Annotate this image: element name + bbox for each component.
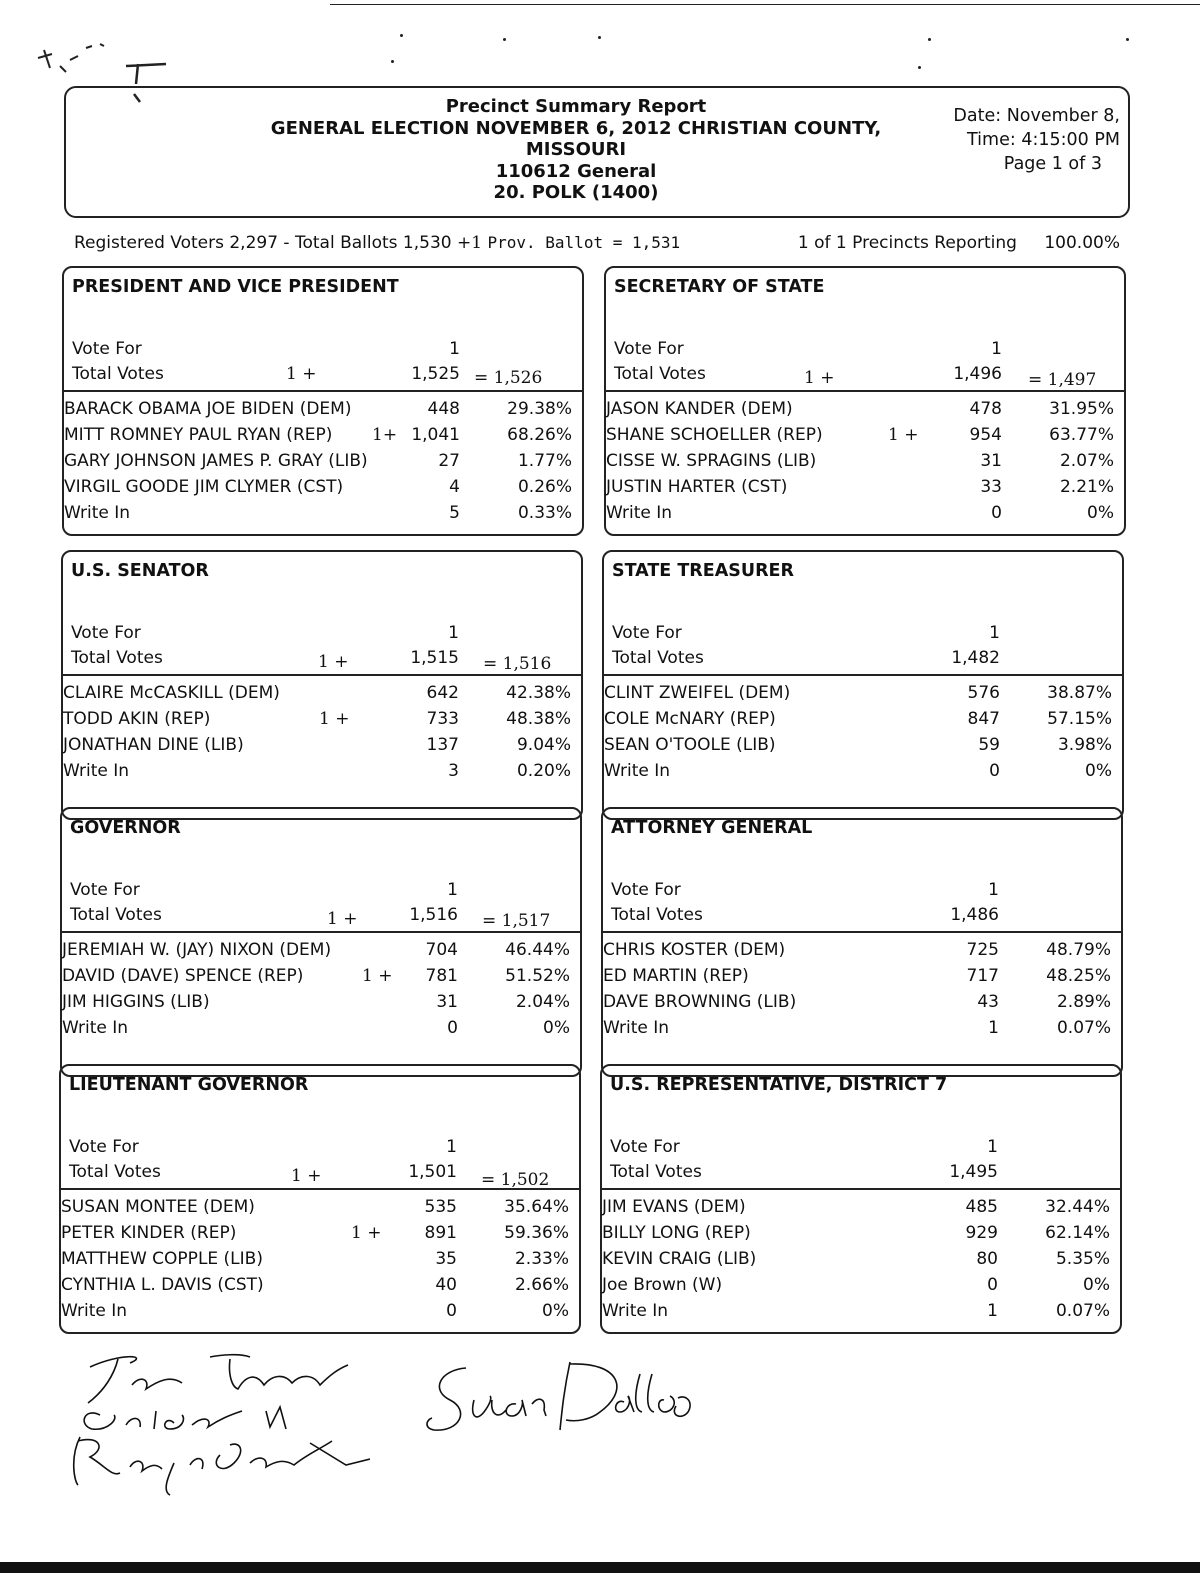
candidate-name: VIRGIL GOODE JIM CLYMER (CST) [64, 477, 344, 497]
candidate-list [64, 396, 582, 526]
candidate-votes: 576 [967, 683, 1000, 703]
total-votes-count: 1,486 [950, 905, 999, 925]
candidate-row [62, 989, 580, 1015]
candidate-name: MATTHEW COPPLE (LIB) [61, 1249, 263, 1269]
scan-bottom-edge [0, 1562, 1200, 1573]
header-divider [606, 390, 1124, 392]
candidate-votes: 43 [977, 992, 999, 1012]
candidate-votes: 725 [966, 940, 999, 960]
candidate-row [604, 758, 1122, 784]
race-title: SECRETARY OF STATE [614, 277, 825, 297]
handwritten-prov-note: +1 [457, 233, 483, 253]
candidate-percent: 0.26% [517, 477, 572, 497]
candidate-votes: 448 [427, 399, 460, 419]
candidate-name: KEVIN CRAIG (LIB) [602, 1249, 757, 1269]
candidate-row [61, 1298, 579, 1324]
precincts-reporting: 1 of 1 Precincts Reporting [797, 233, 1017, 253]
candidate-row [62, 937, 580, 963]
race-box [60, 807, 582, 1077]
candidate-row [63, 732, 581, 758]
candidate-percent: 38.87% [1047, 683, 1112, 703]
candidate-row [606, 474, 1124, 500]
candidate-name: GARY JOHNSON JAMES P. GRAY (LIB) [64, 451, 368, 471]
candidate-name: JEREMIAH W. (JAY) NIXON (DEM) [62, 940, 332, 960]
race-title: LIEUTENANT GOVERNOR [69, 1075, 309, 1095]
total-votes-label: Total Votes [69, 1162, 161, 1182]
candidate-list [603, 937, 1121, 1041]
candidate-name: Write In [606, 503, 673, 523]
vote-for-count: 1 [448, 623, 459, 643]
header-divider [64, 390, 582, 392]
scan-top-edge [330, 4, 1200, 5]
race-box [600, 1064, 1122, 1334]
race-title: STATE TREASURER [612, 561, 794, 581]
candidate-row [603, 963, 1121, 989]
candidate-row [63, 680, 581, 706]
candidate-percent: 2.89% [1056, 992, 1111, 1012]
race-box [601, 807, 1123, 1077]
candidate-row [602, 1272, 1120, 1298]
candidate-percent: 0.33% [517, 503, 572, 523]
total-votes-label: Total Votes [614, 364, 706, 384]
vote-for-label: Vote For [69, 1137, 139, 1157]
candidate-votes: 1 [988, 1018, 999, 1038]
candidate-percent: 2.66% [514, 1275, 569, 1295]
candidate-list [62, 937, 580, 1041]
candidate-votes: 31 [436, 992, 458, 1012]
candidate-row [63, 706, 581, 732]
candidate-name: CYNTHIA L. DAVIS (CST) [61, 1275, 264, 1295]
candidate-percent: 46.44% [505, 940, 570, 960]
report-header [64, 86, 1130, 218]
candidate-percent: 0.20% [516, 761, 571, 781]
candidate-votes: 1,041 [411, 425, 460, 445]
signature-susan [420, 1350, 710, 1440]
candidate-votes: 0 [447, 1018, 458, 1038]
total-votes-label: Total Votes [70, 905, 162, 925]
candidate-votes: 27 [438, 451, 460, 471]
candidate-name: SHANE SCHOELLER (REP) [606, 425, 823, 445]
candidate-percent: 2.07% [1059, 451, 1114, 471]
scan-speck [400, 34, 403, 37]
candidate-name: TODD AKIN (REP) [63, 709, 211, 729]
candidate-votes: 717 [966, 966, 999, 986]
vote-for-label: Vote For [611, 880, 681, 900]
scan-speck [503, 38, 506, 41]
candidate-name: CISSE W. SPRAGINS (LIB) [606, 451, 817, 471]
candidate-row [62, 1015, 580, 1041]
candidate-name: Write In [602, 1301, 669, 1321]
candidate-name: DAVE BROWNING (LIB) [603, 992, 797, 1012]
candidate-votes: 733 [426, 709, 459, 729]
registered-voters: Registered Voters 2,297 - Total Ballots 1,530 [74, 233, 452, 253]
election-state: MISSOURI [525, 139, 627, 160]
report-title: Precinct Summary Report [445, 96, 707, 117]
candidate-percent: 31.95% [1049, 399, 1114, 419]
election-title: GENERAL ELECTION NOVEMBER 6, 2012 CHRISTIAN COUNTY, [270, 117, 882, 139]
candidate-percent: 2.04% [515, 992, 570, 1012]
candidate-name: CLINT ZWEIFEL (DEM) [604, 683, 791, 703]
candidate-percent: 2.33% [514, 1249, 569, 1269]
candidate-row [602, 1194, 1120, 1220]
scan-speck [391, 60, 394, 63]
candidate-votes: 59 [978, 735, 1000, 755]
handwritten-adjusted-total: = 1,526 [474, 368, 543, 388]
candidate-votes: 40 [435, 1275, 457, 1295]
handwritten-provisional-plus: 1 + [804, 368, 835, 388]
candidate-percent: 57.15% [1047, 709, 1112, 729]
candidate-name: MITT ROMNEY PAUL RYAN (REP) [64, 425, 333, 445]
race-title: ATTORNEY GENERAL [611, 818, 813, 838]
candidate-votes: 704 [425, 940, 458, 960]
candidate-votes: 35 [435, 1249, 457, 1269]
candidate-percent: 0.07% [1055, 1301, 1110, 1321]
candidate-row [602, 1298, 1120, 1324]
candidate-row [62, 963, 580, 989]
total-votes-label: Total Votes [611, 905, 703, 925]
candidate-percent: 48.38% [506, 709, 571, 729]
candidate-votes: 0 [991, 503, 1002, 523]
candidate-name: BARACK OBAMA JOE BIDEN (DEM) [64, 399, 352, 419]
candidate-list [606, 396, 1124, 526]
header-divider [602, 1188, 1120, 1190]
candidate-percent: 5.35% [1055, 1249, 1110, 1269]
candidate-row [61, 1194, 579, 1220]
candidate-votes: 80 [976, 1249, 998, 1269]
candidate-name: JUSTIN HARTER (CST) [606, 477, 788, 497]
vote-for-count: 1 [991, 339, 1002, 359]
total-votes-count: 1,501 [408, 1162, 457, 1182]
race-box [604, 266, 1126, 536]
scan-speck [928, 38, 931, 41]
candidate-row [606, 396, 1124, 422]
total-votes-label: Total Votes [71, 648, 163, 668]
candidate-votes: 5 [449, 503, 460, 523]
candidate-row [64, 396, 582, 422]
candidate-percent: 0.07% [1056, 1018, 1111, 1038]
handwritten-adjusted-total: = 1,502 [481, 1170, 550, 1190]
candidate-row [603, 1015, 1121, 1041]
race-title: GOVERNOR [70, 818, 181, 838]
candidate-row [64, 474, 582, 500]
handwritten-provisional-mark: 1 + [362, 966, 393, 986]
candidate-name: CHRIS KOSTER (DEM) [603, 940, 786, 960]
race-box [61, 550, 583, 820]
candidate-list [63, 680, 581, 784]
candidate-list [604, 680, 1122, 784]
handwritten-provisional-plus: 1 + [286, 364, 317, 384]
candidate-votes: 478 [969, 399, 1002, 419]
candidate-percent: 48.79% [1046, 940, 1111, 960]
candidate-votes: 0 [989, 761, 1000, 781]
candidate-name: DAVID (DAVE) SPENCE (REP) [62, 966, 304, 986]
vote-for-label: Vote For [71, 623, 141, 643]
reporting-percent: 100.00% [1044, 233, 1120, 253]
total-votes-count: 1,515 [410, 648, 459, 668]
candidate-name: SUSAN MONTEE (DEM) [61, 1197, 255, 1217]
candidate-row [606, 448, 1124, 474]
candidate-votes: 535 [424, 1197, 457, 1217]
vote-for-label: Vote For [610, 1137, 680, 1157]
scan-speck [598, 36, 601, 39]
candidate-percent: 48.25% [1046, 966, 1111, 986]
candidate-list [61, 1194, 579, 1324]
candidate-percent: 32.44% [1045, 1197, 1110, 1217]
candidate-votes: 847 [967, 709, 1000, 729]
header-divider [62, 931, 580, 933]
total-votes-count: 1,525 [411, 364, 460, 384]
total-votes-label: Total Votes [612, 648, 704, 668]
candidate-percent: 9.04% [516, 735, 571, 755]
header-divider [63, 674, 581, 676]
candidate-percent: 1.77% [517, 451, 572, 471]
candidate-percent: 59.36% [504, 1223, 569, 1243]
candidate-row [61, 1272, 579, 1298]
candidate-votes: 31 [980, 451, 1002, 471]
candidate-votes: 33 [980, 477, 1002, 497]
scan-speck [1126, 38, 1129, 41]
candidate-row [604, 680, 1122, 706]
total-votes-count: 1,496 [953, 364, 1002, 384]
vote-for-label: Vote For [70, 880, 140, 900]
candidate-votes: 642 [426, 683, 459, 703]
signature-officials [70, 1345, 370, 1505]
candidate-row [61, 1246, 579, 1272]
election-code: 110612 General [495, 160, 657, 182]
scan-speck [918, 66, 921, 69]
candidate-percent: 68.26% [507, 425, 572, 445]
candidate-row [64, 500, 582, 526]
candidate-name: PETER KINDER (REP) [61, 1223, 237, 1243]
handwritten-adjusted-total: = 1,516 [483, 654, 552, 674]
candidate-name: ED MARTIN (REP) [603, 966, 749, 986]
candidate-votes: 781 [425, 966, 458, 986]
candidate-name: JONATHAN DINE (LIB) [63, 735, 244, 755]
candidate-percent: 0% [1083, 1275, 1110, 1295]
race-title: U.S. REPRESENTATIVE, DISTRICT 7 [610, 1075, 948, 1095]
candidate-name: Write In [61, 1301, 128, 1321]
candidate-votes: 1 [987, 1301, 998, 1321]
handwritten-provisional-mark: 1+ [372, 425, 398, 445]
race-title: PRESIDENT AND VICE PRESIDENT [72, 277, 399, 297]
candidate-row [64, 448, 582, 474]
report-date: Date: November 8, [953, 106, 1120, 126]
candidate-percent: 51.52% [505, 966, 570, 986]
header-divider [603, 931, 1121, 933]
candidate-row [606, 422, 1124, 448]
summary-line [74, 233, 1124, 253]
candidate-name: SEAN O'TOOLE (LIB) [604, 735, 776, 755]
candidate-percent: 35.64% [504, 1197, 569, 1217]
candidate-votes: 891 [424, 1223, 457, 1243]
total-votes-count: 1,516 [409, 905, 458, 925]
handwritten-provisional-mark: 1 + [888, 425, 919, 445]
candidate-row [603, 937, 1121, 963]
report-time: Time: 4:15:00 PM [967, 130, 1120, 150]
race-title: U.S. SENATOR [71, 561, 209, 581]
candidate-percent: 63.77% [1049, 425, 1114, 445]
candidate-percent: 42.38% [506, 683, 571, 703]
vote-for-label: Vote For [72, 339, 142, 359]
candidate-percent: 3.98% [1057, 735, 1112, 755]
candidate-votes: 485 [965, 1197, 998, 1217]
candidate-name: BILLY LONG (REP) [602, 1223, 751, 1243]
vote-for-count: 1 [447, 880, 458, 900]
handwritten-provisional-plus: 1 + [291, 1166, 322, 1186]
vote-for-label: Vote For [614, 339, 684, 359]
candidate-row [606, 500, 1124, 526]
candidate-votes: 0 [987, 1275, 998, 1295]
handwritten-provisional-mark: 1 + [319, 709, 350, 729]
vote-for-label: Vote For [612, 623, 682, 643]
vote-for-count: 1 [987, 1137, 998, 1157]
header-divider [604, 674, 1122, 676]
candidate-percent: 62.14% [1045, 1223, 1110, 1243]
candidate-votes: 0 [446, 1301, 457, 1321]
header-divider [61, 1188, 579, 1190]
race-box [62, 266, 584, 536]
candidate-percent: 0% [1087, 503, 1114, 523]
precinct-name: 20. POLK (1400) [493, 182, 659, 203]
handwritten-adjusted-total: = 1,497 [1028, 370, 1097, 390]
total-votes-count: 1,482 [951, 648, 1000, 668]
candidate-name: Joe Brown (W) [602, 1275, 723, 1295]
vote-for-count: 1 [449, 339, 460, 359]
vote-for-count: 1 [988, 880, 999, 900]
candidate-row [63, 758, 581, 784]
total-votes-label: Total Votes [72, 364, 164, 384]
candidate-row [603, 989, 1121, 1015]
candidate-row [64, 422, 582, 448]
candidate-votes: 929 [965, 1223, 998, 1243]
candidate-name: Write In [64, 503, 131, 523]
race-box [59, 1064, 581, 1334]
candidate-name: Write In [63, 761, 130, 781]
candidate-percent: 29.38% [507, 399, 572, 419]
candidate-percent: 0% [543, 1018, 570, 1038]
candidate-row [604, 732, 1122, 758]
candidate-name: Write In [603, 1018, 670, 1038]
handwritten-provisional-plus: 1 + [318, 652, 349, 672]
candidate-name: COLE McNARY (REP) [604, 709, 776, 729]
candidate-name: JASON KANDER (DEM) [606, 399, 793, 419]
handwritten-provisional-mark: 1 + [351, 1223, 382, 1243]
handwritten-adjusted-total: = 1,517 [482, 911, 551, 931]
candidate-percent: 0% [542, 1301, 569, 1321]
candidate-votes: 3 [448, 761, 459, 781]
candidate-name: Write In [604, 761, 671, 781]
total-votes-label: Total Votes [610, 1162, 702, 1182]
candidate-name: Write In [62, 1018, 129, 1038]
candidate-list [602, 1194, 1120, 1324]
candidate-row [61, 1220, 579, 1246]
provisional-ballots: Prov. Ballot = 1,531 [487, 233, 681, 252]
total-votes-count: 1,495 [949, 1162, 998, 1182]
candidate-votes: 4 [449, 477, 460, 497]
candidate-row [602, 1246, 1120, 1272]
handwritten-provisional-plus: 1 + [327, 909, 358, 929]
candidate-percent: 2.21% [1059, 477, 1114, 497]
candidate-name: CLAIRE McCASKILL (DEM) [63, 683, 280, 703]
candidate-row [604, 706, 1122, 732]
vote-for-count: 1 [446, 1137, 457, 1157]
vote-for-count: 1 [989, 623, 1000, 643]
candidate-name: JIM HIGGINS (LIB) [62, 992, 210, 1012]
candidate-row [602, 1220, 1120, 1246]
candidate-votes: 954 [969, 425, 1002, 445]
race-box [602, 550, 1124, 820]
candidate-votes: 137 [426, 735, 459, 755]
page-number: Page 1 of 3 [1003, 154, 1102, 174]
candidate-percent: 0% [1085, 761, 1112, 781]
candidate-name: JIM EVANS (DEM) [602, 1197, 746, 1217]
